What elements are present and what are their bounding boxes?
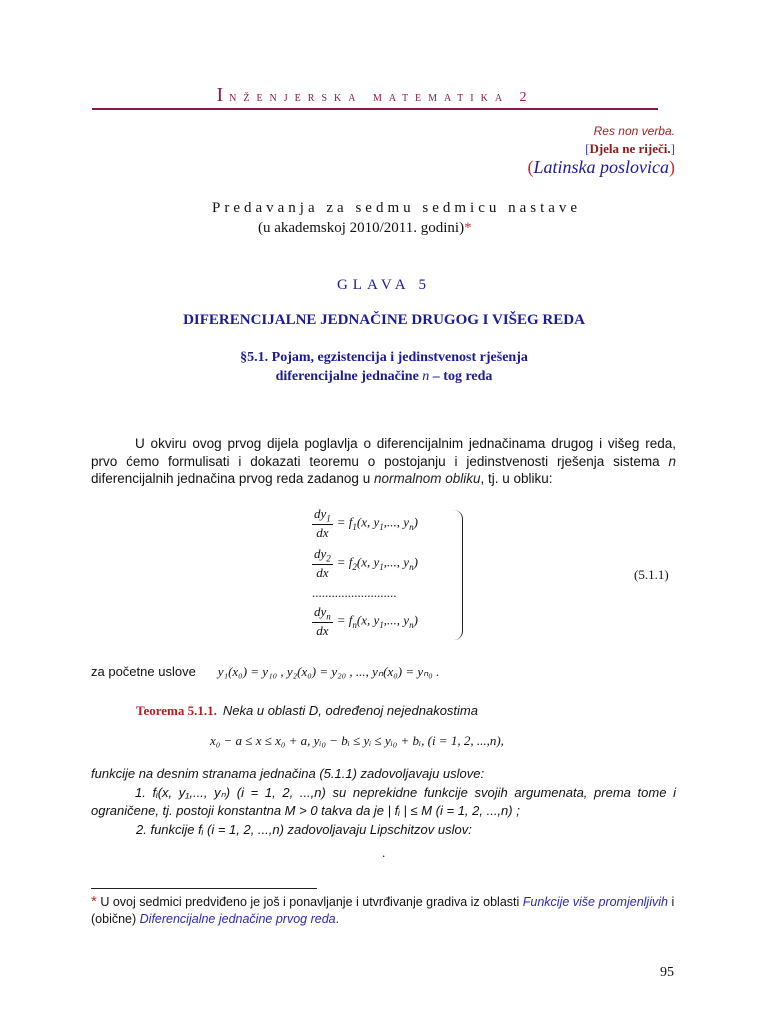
lecture-heading: Predavanja za sedmu sedmicu nastave — [212, 200, 582, 216]
equation-number: (5.1.1) — [634, 567, 669, 582]
trailing-dot: . — [382, 845, 386, 860]
footnote-rule — [91, 888, 317, 889]
intro-paragraph: U okviru ovog prvog dijela poglavlja o diferencijalnim jednačinama drugog i višeg reda, prvo ćemo formulisati i dokazati teoremu o postojanju i jedinstvenosti rješenja sistema n diferencijalnih jednačina prvog reda zadanog u normalnom obliku, tj. u obliku: — [91, 436, 676, 486]
equation-row-1: $\frac{dy_1}{dx}$ = $f_1(x$, $y_1$,..., $y_n$) — [314, 506, 418, 540]
footnote: * U ovoj sedmici predviđeno je još i ponavljanje i utvrđivanje gradiva iz oblasti Funkcije više promjenljivih i (obične) Diferencijalne jednačine prvog reda. — [91, 893, 675, 926]
initial-conditions: za početne uslove y₁(x₀) = y₁₀ , y₂(x₀) = y₂₀ , ..., yₙ(x₀) = yₙ₀ . — [91, 664, 440, 679]
equation-row-2: $\frac{dy_2}{dx}$ = $f_2(x$, $y_1$,..., $y_n$) — [314, 546, 418, 580]
section-title-line1: §5.1. Pojam, egzistencija i jedinstvenost rješenja — [240, 350, 528, 365]
lecture-year: (u akademskoj 2010/2011. godini)* — [258, 220, 472, 236]
header-rest: nženjerska matematika 2 — [229, 90, 534, 105]
running-header — [92, 84, 658, 107]
theorem-condition-2: 2. funkcije fᵢ (i = 1, 2, ...,n) zadovoljavaju Lipschitzov uslov: — [136, 822, 472, 837]
equation-row-n: $\frac{dy_n}{dx}$ = $f_n(x$, $y_1$,..., $y_n$) — [314, 604, 418, 638]
system-brace — [454, 510, 463, 640]
equation-dots: .......................... — [312, 585, 397, 600]
quote-translation: [Djela ne riječi.] — [585, 141, 675, 156]
theorem-conditions-intro: funkcije na desnim stranama jednačina (5.1.1) zadovoljavaju uslove: — [91, 766, 485, 781]
page-number: 95 — [660, 965, 674, 980]
header-initial: I — [216, 84, 230, 106]
theorem-condition-1: 1. fᵢ(x, y₁,..., yₙ) (i = 1, 2, ...,n) su neprekidne funkcije svojih argumenata, prema tome i ograničene, tj. postoji konstantna M > 0 takva da je | fᵢ | ≤ M (i = 1, 2, ...,n) ; — [91, 785, 676, 818]
quote-source: (Latinska poslovica) — [527, 157, 675, 177]
domain-inequalities: x₀ − a ≤ x ≤ x₀ + a, yᵢ₀ − bᵢ ≤ yᵢ ≤ yᵢ₀ + bᵢ, (i = 1, 2, ...,n), — [210, 733, 504, 748]
chapter-title: DIFERENCIJALNE JEDNAČINE DRUGOG I VIŠEG REDA — [183, 312, 585, 328]
chapter-label: GLAVA 5 — [336, 277, 432, 293]
section-title-line2: diferencijalne jednačine n – tog reda — [275, 369, 493, 384]
quote-latin: Res non verba. — [593, 124, 675, 138]
theorem-heading: Teorema 5.1.1. Neka u oblasti D, određenoj nejednakostima — [136, 703, 478, 718]
